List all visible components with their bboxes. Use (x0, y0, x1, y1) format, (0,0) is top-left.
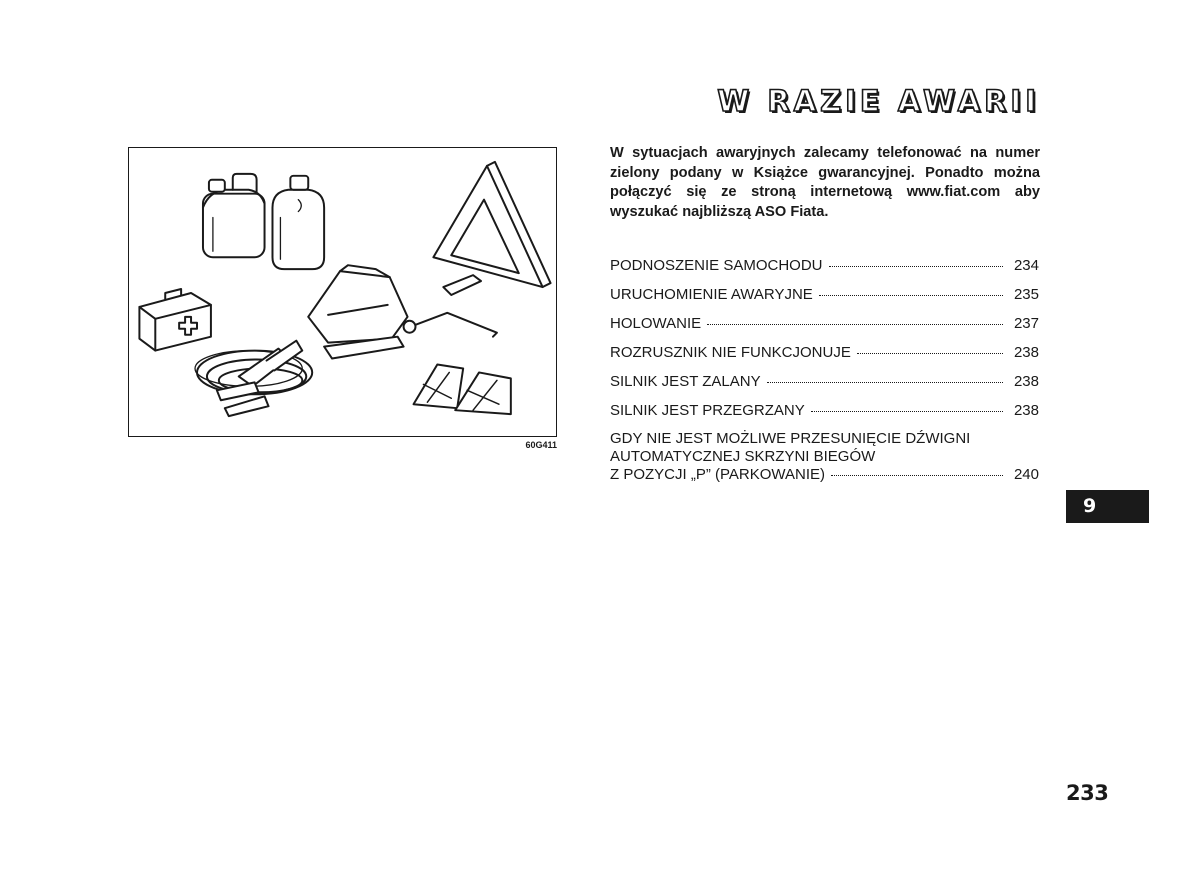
intro-paragraph: W sytuacjach awaryjnych zalecamy telefonować na numer zielony podany w Książce gwarancyjnej. Ponadto można połączyć się ze stroną internetową www.fiat.com aby wyszukać najbliższą ASO Fiata. (610, 145, 1040, 220)
toc-label: URUCHOMIENIE AWARYJNE (610, 286, 813, 303)
toc-page: 235 (1013, 286, 1039, 303)
toc-page: 237 (1013, 315, 1039, 332)
toc-page: 238 (1013, 373, 1039, 390)
toc-leader (831, 474, 1003, 476)
toc-entry[interactable] (610, 256, 1039, 285)
toc-label-line: GDY NIE JEST MOŻLIWE PRZESUNIĘCIE DŹWIGNI (610, 430, 971, 447)
toc-leader (811, 410, 1003, 412)
emergency-equipment-illustration (128, 147, 557, 437)
table-of-contents (610, 256, 1039, 484)
first-aid-kit-icon (139, 289, 211, 351)
warning-triangle-icon (433, 162, 550, 295)
toc-label: SILNIK JEST PRZEGRZANY (610, 402, 805, 419)
toc-entry[interactable] (610, 285, 1039, 314)
toc-leader (857, 352, 1003, 354)
toc-leader (767, 381, 1003, 383)
toc-label-line: AUTOMATYCZNEJ SKRZYNI BIEGÓW (610, 447, 876, 465)
toc-label: SILNIK JEST ZALANY (610, 373, 761, 390)
wheel-chocks-icon (414, 364, 511, 414)
chapter-tab: 9 (1066, 490, 1149, 523)
toc-label: PODNOSZENIE SAMOCHODU (610, 257, 823, 274)
toc-leader (707, 323, 1003, 325)
toc-label: HOLOWANIE (610, 315, 702, 332)
toc-entry[interactable] (610, 314, 1039, 343)
toc-leader (829, 265, 1003, 267)
toc-page: 234 (1013, 257, 1039, 274)
toc-entry[interactable] (610, 372, 1039, 401)
toc-entry[interactable] (610, 343, 1039, 372)
figure-code: 60G411 (525, 440, 557, 450)
toc-page: 240 (1013, 466, 1039, 483)
toc-entry[interactable] (610, 401, 1039, 430)
bottle-icon (272, 176, 324, 269)
toc-entry-multiline[interactable] (610, 430, 1039, 484)
toc-page: 238 (1013, 402, 1039, 419)
page-number: 233 (1066, 781, 1109, 805)
page-title: W RAZIE AWARII (717, 84, 1040, 118)
toc-label-line: Z POZYCJI „P” (PARKOWANIE) (610, 466, 826, 483)
jumper-cables-icon (195, 341, 312, 416)
canister-icon (203, 174, 265, 257)
toc-leader (819, 294, 1003, 296)
toc-page: 238 (1013, 344, 1039, 361)
toc-label: ROZRUSZNIK NIE FUNKCJONUJE (610, 344, 851, 361)
